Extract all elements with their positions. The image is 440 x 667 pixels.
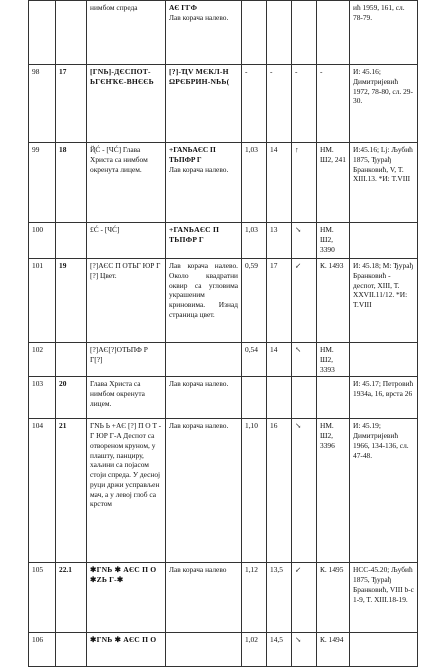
type-number [56, 343, 87, 377]
die-axis: ↘ [292, 223, 317, 259]
row-number: 99 [29, 143, 56, 223]
row-number: 98 [29, 65, 56, 143]
collection: К. 1493 [317, 259, 350, 343]
diameter: 13 [267, 223, 292, 259]
type-number: 21 [56, 419, 87, 563]
weight: 0,54 [242, 343, 267, 377]
reverse-cell [166, 143, 242, 223]
reference [350, 633, 418, 667]
reverse-description: Лав корача налево. [166, 419, 242, 563]
obverse-description: [?]ΑЄ[?]ОТЬΠФ Ρ Γ[?] [87, 343, 166, 377]
weight: 1,03 [242, 143, 267, 223]
diameter [267, 377, 292, 419]
reverse-description: Лав корача налево. Около квадратни оквир са угловима украшеним криновима. Изнад страница цвет. [166, 259, 242, 343]
diameter: 16 [267, 419, 292, 563]
collection [317, 377, 350, 419]
diameter: 14 [267, 143, 292, 223]
table-row [29, 259, 418, 343]
reverse-description: Лав корача налево [166, 563, 242, 633]
obverse-inscription: ✱ΓΝЬ ✱ ΑЄС П О ✱ΖЬ Γ-✱ [87, 563, 166, 633]
die-axis: ↘ [292, 419, 317, 563]
die-axis: ↑ [292, 143, 317, 223]
weight: 1,03 [242, 223, 267, 259]
weight: 1,12 [242, 563, 267, 633]
collection: НМ. Ш2, 3390 [317, 223, 350, 259]
collection [317, 1, 350, 65]
collection: НМ. Ш2, 3396 [317, 419, 350, 563]
reference: НСС-45.20; Љубић 1875, Ђурађ Бранковић, VIII b-c 1-9, T. XIII.18-19. [350, 563, 418, 633]
reverse-description [166, 633, 242, 667]
reverse-inscription: ΑЄ ΓΓФ [169, 3, 197, 12]
reverse-description: Лав корача налево. [169, 12, 229, 22]
reference: И: 45.18; М: Ђурађ Бранковић - деспот, XIII, T. XXVII.11/12. *И: T.VIII [350, 259, 418, 343]
row-number: 103 [29, 377, 56, 419]
obverse-description: [?]ΑЄС П ОТЬΓ ЮР Γ [?] Цвет. [87, 259, 166, 343]
die-axis: ↖ [292, 343, 317, 377]
obverse-inscription: [ΓΝЬ]-ДЄСПОТ-ЬΓЄҤКЄ-ВНЄЄЬ [87, 65, 166, 143]
reverse-inscription: [?]-ҴV МЄКЛ-Н ΩΡЄБΡИН-NЬЬ( [166, 65, 242, 143]
table-row [29, 377, 418, 419]
row-number [29, 1, 56, 65]
weight: 0,59 [242, 259, 267, 343]
row-number: 101 [29, 259, 56, 343]
type-number: 17 [56, 65, 87, 143]
reference: И: 45.16; Димитријевић 1972, 78-80, сл. 29-30. [350, 65, 418, 143]
diameter: 14,5 [267, 633, 292, 667]
collection: К. 1495 [317, 563, 350, 633]
obverse-description: £Ć - [ЧĆ] [87, 223, 166, 259]
table-row [29, 633, 418, 667]
reverse-description: Лав корача налево. [169, 164, 229, 174]
table-row [29, 1, 418, 65]
type-number: 22.1 [56, 563, 87, 633]
diameter: 14 [267, 343, 292, 377]
table-row [29, 223, 418, 259]
type-number: 20 [56, 377, 87, 419]
collection: - [317, 65, 350, 143]
die-axis: ↙ [292, 259, 317, 343]
row-number: 104 [29, 419, 56, 563]
diameter: 17 [267, 259, 292, 343]
weight: 1,02 [242, 633, 267, 667]
die-axis: - [292, 65, 317, 143]
reference: И:45.16; Lj: Љубић 1875, Ђурађ Бранковић, V, T. XIII.13. *И: T.VIII [350, 143, 418, 223]
die-axis: ↙ [292, 563, 317, 633]
weight [242, 377, 267, 419]
reference [350, 223, 418, 259]
weight: - [242, 65, 267, 143]
die-axis: ↘ [292, 633, 317, 667]
type-number [56, 1, 87, 65]
catalogue-table [28, 0, 418, 667]
table-row [29, 343, 418, 377]
diameter [267, 1, 292, 65]
obverse-description: нимбом спреда [90, 3, 138, 12]
row-number: 105 [29, 563, 56, 633]
row-number: 102 [29, 343, 56, 377]
obverse-inscription: ✱ΓΝЬ ✱ ΑЄС П О [87, 633, 166, 667]
reference: И: 45.19; Димитријевић 1966, 134-136, сл. 47-48. [350, 419, 418, 563]
obverse-description: ΓΝЬ Ь +ΑЄ [?] П О Τ - Γ ЮР Γ-Α Деспот са отвореном круном, у плашту, панциру, хаљини са појасом стоји спреда. У десној руци држи усправљен мач, а у левој глоб са крстом [87, 419, 166, 563]
table-row [29, 563, 418, 633]
type-number [56, 633, 87, 667]
type-number: 19 [56, 259, 87, 343]
table-row [29, 65, 418, 143]
die-axis [292, 1, 317, 65]
reverse-cell [166, 1, 242, 65]
obverse-description: Глава Христа са нимбом окренута лицем. [87, 377, 166, 419]
reverse-description [166, 343, 242, 377]
collection: НМ. Ш2, 241 [317, 143, 350, 223]
reverse-inscription: +ΓΑΝЬΑЄС П ΤЬΠФΡ Γ [169, 145, 216, 164]
reverse-inscription: +ΓΑΝЬΑЄС П ΤЬΠФΡ Γ [166, 223, 242, 259]
row-number: 106 [29, 633, 56, 667]
table-row [29, 419, 418, 563]
collection: НМ. Ш2, 3393 [317, 343, 350, 377]
collection: К. 1494 [317, 633, 350, 667]
type-number: 18 [56, 143, 87, 223]
reference [350, 343, 418, 377]
row-number: 100 [29, 223, 56, 259]
diameter: - [267, 65, 292, 143]
reference: И: 45.17; Петровић 1934a, 16, врста 26 [350, 377, 418, 419]
reference: ић 1959, 161, сл. 78-79. [350, 1, 418, 65]
diameter: 13,5 [267, 563, 292, 633]
type-number [56, 223, 87, 259]
table-row [29, 143, 418, 223]
obverse-description: Й̨Ć - [ЧĆ] Глава Христа са нимбом окренута лицем. [87, 143, 166, 223]
weight: 1,10 [242, 419, 267, 563]
weight [242, 1, 267, 65]
die-axis [292, 377, 317, 419]
obverse-cell [87, 1, 166, 65]
reverse-description: Лав корача налево. [166, 377, 242, 419]
